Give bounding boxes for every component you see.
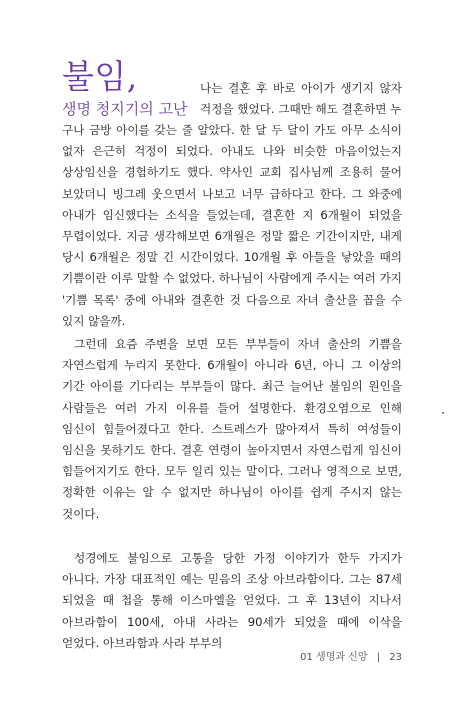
paragraph-intro: 구나 금방 아이를 갖는 줄 알았다. 한 달 두 달이 가도 아무 소식이 없자 은근히 걱정이 되었다. 아내도 나와 비슷한 마음이었는지 상상임신을 경험하기도 했다. 약사인 교회 집사님께 조용히 물어 보았더니 빙그레 웃으면서 나보고 너무 급하다고 한다. 그 와중에 아내가 임신했다는 소식을 들었는데, 결혼한 지 6개월이 되었을 무렵이었다. 지금 생각해보면 6개월은 정말 짧은 기간이지만, 내게 당시 6개월은 정말 긴 시간이었다. 10개월 후 아들을 낳았을 때의 기쁨이란 이루 말할 수 없었다. 하나님이 사람에게 주시는 여러 가지 '기쁨 목록' 중에 아내와 결혼한 것 다음으로 자녀 출산을 꼽을 수 있지 않을까. xyxy=(62,123,402,328)
chapter-title: 불임, xyxy=(62,57,138,96)
paragraph-intro-lead: 나는 결혼 후 바로 아이가 생기지 않자 걱정을 했었다. 그때만 해도 결혼하면 누 xyxy=(200,81,402,117)
footer-section: 01 생명과 신앙 xyxy=(300,652,368,663)
page-footer xyxy=(250,648,402,663)
chapter-subtitle: 생명 청지기의 고난 xyxy=(62,100,188,118)
footer-separator: | xyxy=(376,652,381,663)
paragraph-bible-examples: 성경에도 불임으로 고통을 당한 가정 이야기가 한두 가지가 아니다. 가장 대표적인 예는 믿음의 조상 아브라함이다. 그는 87세 되었을 때 첩을 통해 이스마엘을 얻었다. 그 후 13년이 지나서 아브라함이 100세, 아내 사라는 90세가 되었을 때에 이삭을 얻었다. 아브라함과 사라 부부의 xyxy=(62,551,402,650)
margin-dot xyxy=(442,412,444,414)
page-number: 23 xyxy=(389,652,402,663)
paragraph-infertility-causes: 그런데 요즘 주변을 보면 모든 부부들이 자녀 출산의 기쁨을 자연스럽게 누리지 못한다. 6개월이 아니라 6년, 아니 그 이상의 기간 아이를 기다리는 부부들이 많다. 최근 늘어난 불임의 원인을 사람들은 여러 가지 이유를 들어 설명한다. 환경오염으로 인해 임신이 힘들어졌다고 한다. 스트레스가 많아져서 특히 여성들이 임신을 못하기도 한다. 결혼 연령이 높아지면서 자연스럽게 임신이 힘들어지기도 한다. 모두 일리 있는 말이다. 그러나 영적으로 보면, 정확한 이유는 알 수 없지만 하나님이 아이를 쉽게 주시지 않는 것이다. xyxy=(62,337,402,521)
